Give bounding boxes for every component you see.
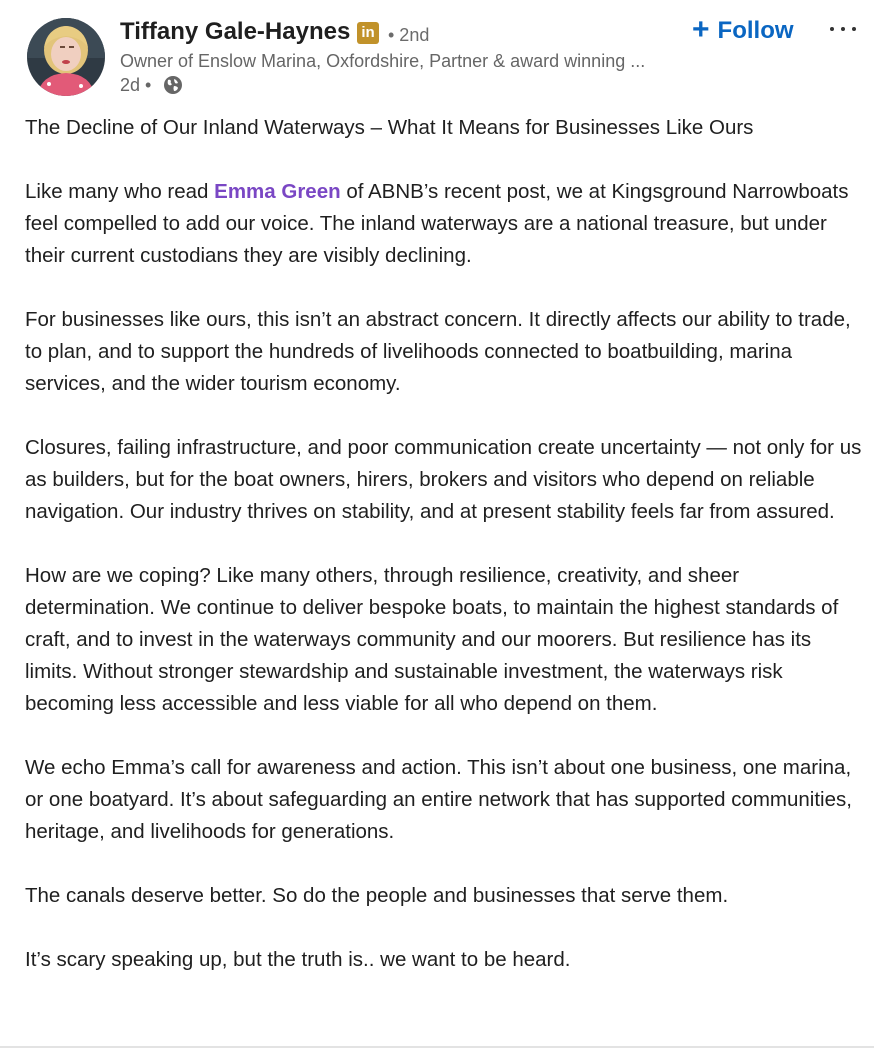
post-paragraph: How are we coping? Like many others, through resilience, creativity, and sheer determination. We continue to deliver bespoke boats, to maintain the highest standards of craft, and to invest in the waterways community and our moorers. But resilience has its limits. Without stronger stewardship and sustainable investment, the waterways risk becoming less accessible and less viable for all who depend on them. [25,564,839,715]
premium-badge-icon: in [357,22,379,44]
globe-icon [163,75,183,95]
author-headline: Owner of Enslow Marina, Oxfordshire, Partner & award winning ... [120,51,646,71]
follow-label: Follow [717,17,794,44]
mention-link[interactable]: Emma Green [214,180,341,203]
avatar-image [27,18,105,96]
post-body [25,112,865,1008]
connection-degree: • 2nd [388,25,430,45]
more-dot-icon [852,27,856,31]
post-header [0,0,874,110]
follow-button[interactable] [688,14,798,48]
post-paragraph: The canals deserve better. So do the people and businesses that serve them. [25,884,729,907]
post-title: The Decline of Our Inland Waterways – What It Means for Businesses Like Ours [25,116,754,139]
post-paragraph: For businesses like ours, this isn’t an abstract concern. It directly affects our ability to trade, to plan, and to support the hundreds of livelihoods connected to boatbuilding, marina services, and the wider tourism economy. [25,308,851,395]
plus-icon: + [692,13,710,46]
post-paragraph: It’s scary speaking up, but the truth is.. we want to be heard. [25,948,571,971]
post-timestamp: 2d • [120,75,152,95]
avatar[interactable] [27,18,105,96]
more-dot-icon [841,27,845,31]
paragraph-text: Like many who read [25,180,215,203]
paragraph-text: of ABNB’s recent post, we at Kingsground Narrowboats feel compelled to add our voice. The inland waterways are a national treasure, but under their current custodians they are visibly declining. [25,180,849,267]
author-name[interactable]: Tiffany Gale-Haynes [120,18,351,45]
more-dot-icon [830,27,834,31]
more-options-button[interactable] [826,14,860,44]
post-paragraph: We echo Emma’s call for awareness and action. This isn’t about one business, one marina, or one boatyard. It’s about safeguarding an entire network that has supported communities, heritage, and livelihoods for generations. [25,756,852,843]
post-paragraph [25,176,865,272]
post-paragraph: Closures, failing infrastructure, and poor communication create uncertainty — not only for us as builders, but for the boat owners, hirers, brokers and visitors who depend on reliable navigation. Our industry thrives on stability, and at present stability feels far from assured. [25,436,862,523]
